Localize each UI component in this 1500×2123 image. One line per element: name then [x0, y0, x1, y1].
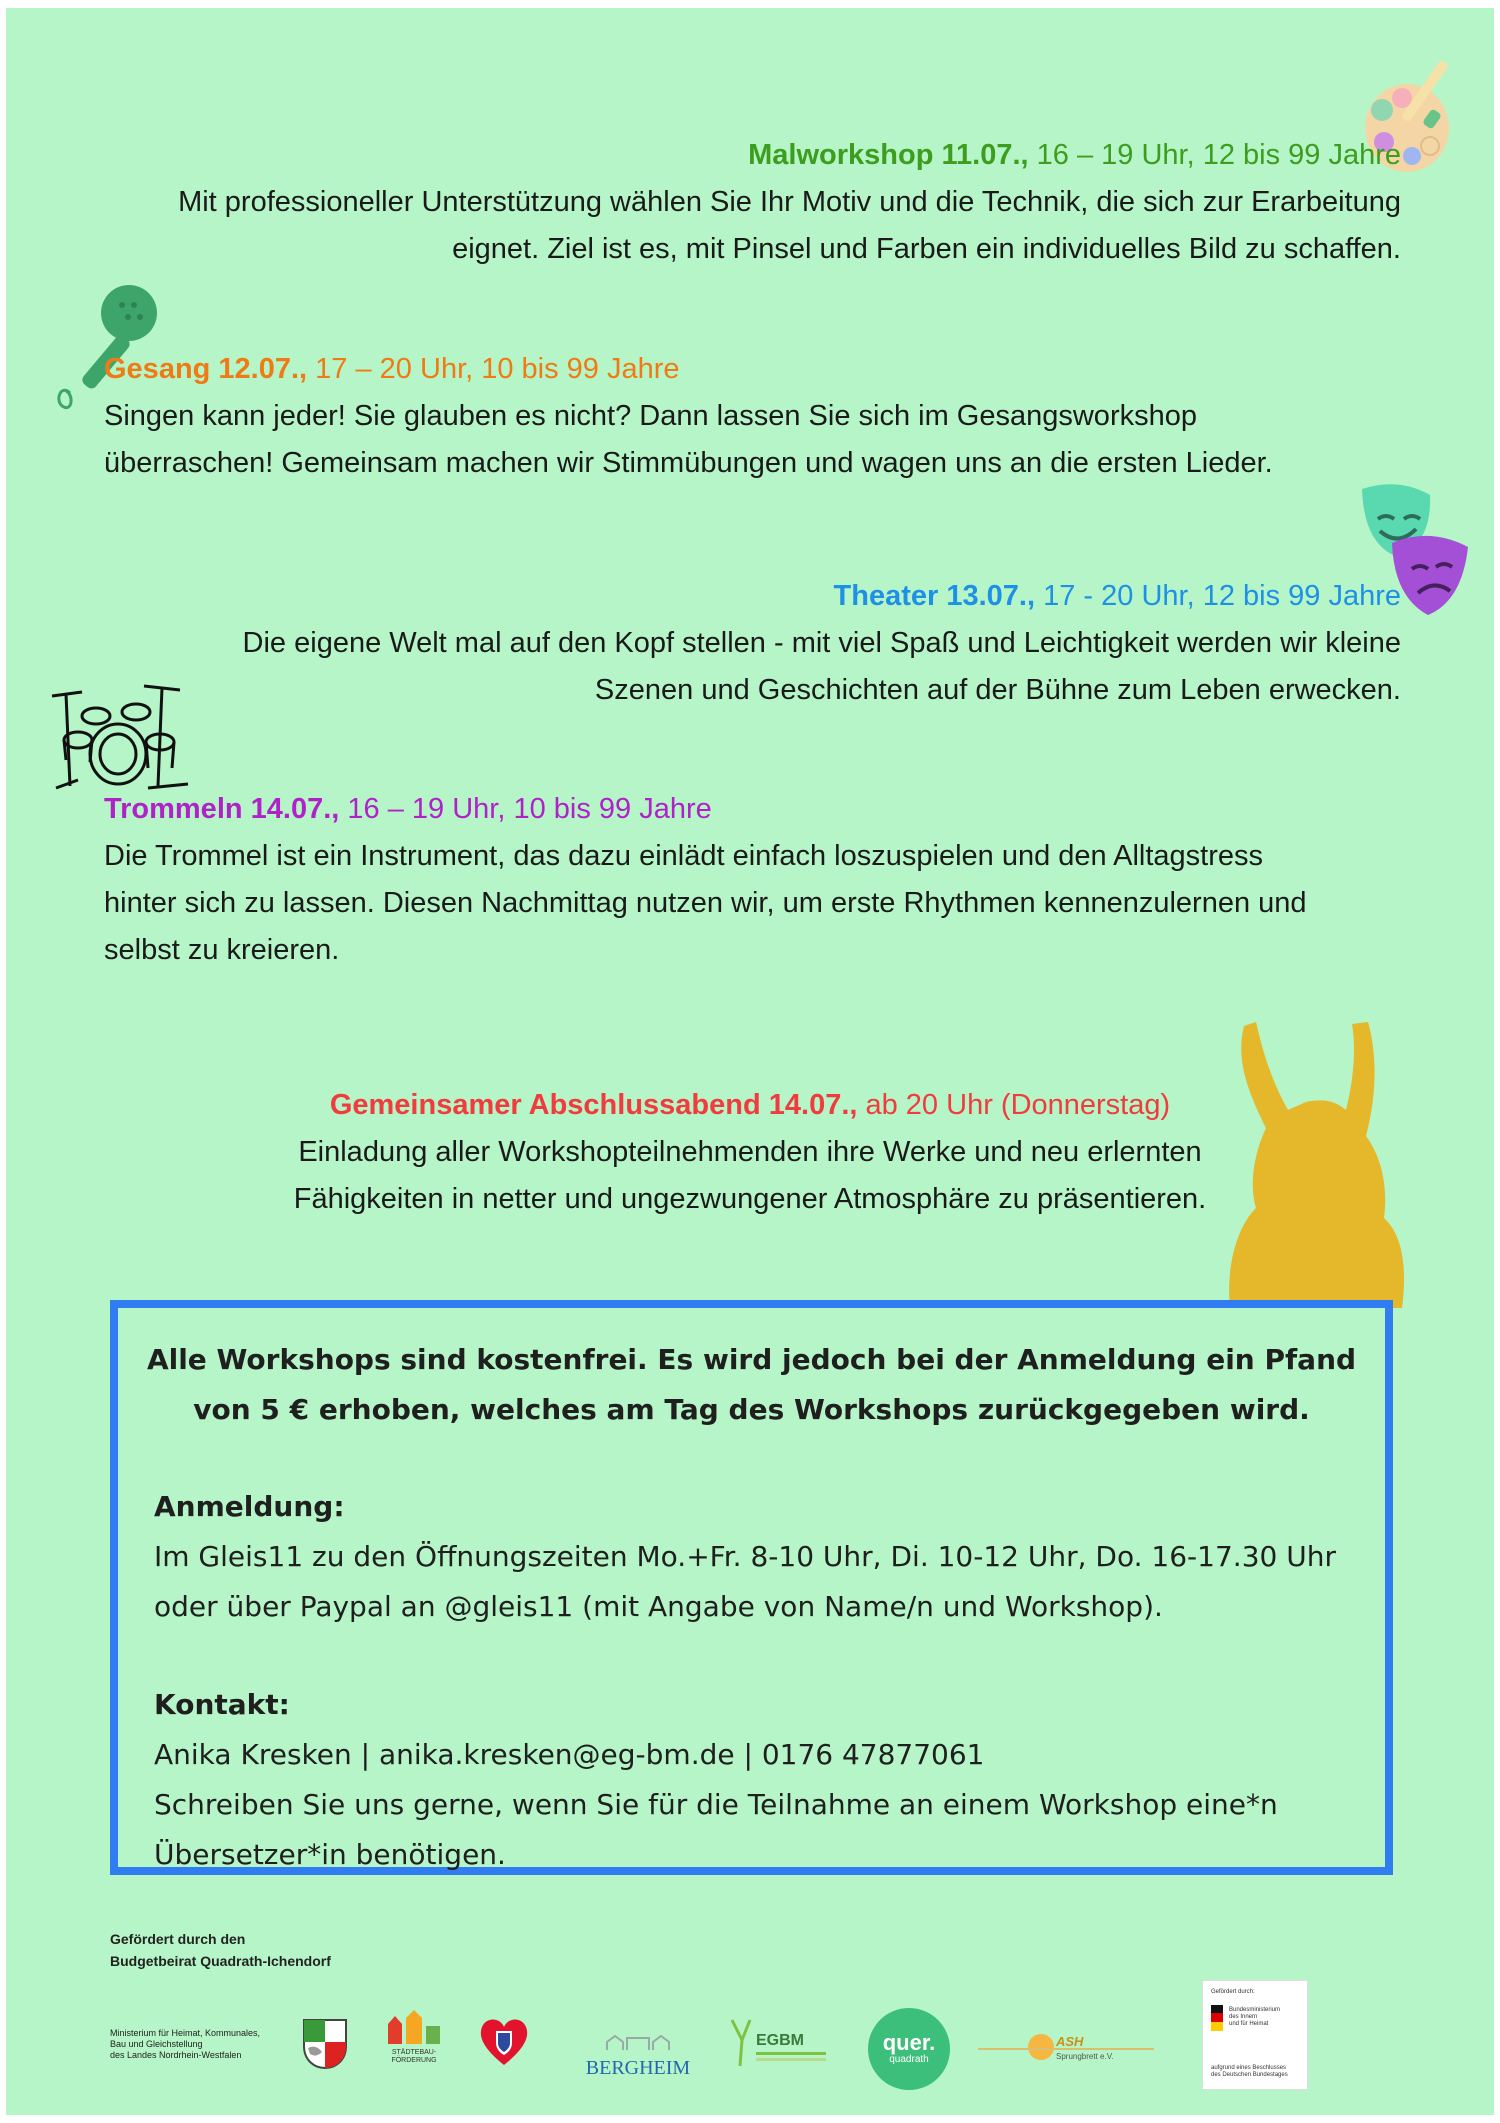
malworkshop-info: 16 – 19 Uhr, 12 bis 99 Jahre — [1028, 139, 1401, 171]
gesang-title: Gesang 12.07., — [104, 353, 308, 385]
abschlussabend-info: ab 20 Uhr (Donnerstag) — [857, 1089, 1171, 1121]
footer: Gefördert durch den Budgetbeirat Quadrath-Ichendorf Ministerium für Heimat, Kommunales, Bau und Gleichstellung des Landes Nordrhein-Westfalen STÄDTEBAU- FÖRDERUNG BERGHEIM EGBM quer. quadrath ASH Sprungbrett e.V. Gefördert durch: Bundesministerium des Innern und für Heimat aufgrund eines Beschlusses des Deutschen Bundestages — [6, 1908, 1494, 2108]
trommeln-title: Trommeln 14.07., — [104, 793, 340, 825]
malworkshop-text-line: eignet. Ziel ist es, mit Pinsel und Farben ein individuelles Bild zu schaffen. — [452, 233, 1401, 265]
ministry-nrw-text: Ministerium für Heimat, Kommunales, Bau und Gleichstellung des Landes Nordrhein-Westfalen — [110, 2028, 261, 2060]
kontakt-heading: Kontakt: — [154, 1688, 290, 1721]
nrw-coat-of-arms-logo — [302, 2018, 348, 2070]
drum-kit-icon — [48, 676, 198, 796]
bergheim-logo: BERGHEIM — [574, 2032, 702, 2079]
gesang-section — [104, 346, 1404, 487]
abschlussabend-text-line: Einladung aller Workshopteilnehmenden ihre Werke und neu erlernten — [298, 1136, 1202, 1168]
malworkshop-section — [66, 132, 1401, 273]
trommeln-section — [104, 786, 1404, 974]
anmeldung-heading: Anmeldung: — [154, 1490, 345, 1523]
anmeldung-text-line: Im Gleis11 zu den Öffnungszeiten Mo.+Fr. 8-10 Uhr, Di. 10-12 Uhr, Do. 16-17.30 Uhr — [154, 1540, 1336, 1573]
malworkshop-text-line: Mit professioneller Unterstützung wählen Sie Ihr Motiv und die Technik, die sich zur Erarbeitung — [178, 186, 1401, 218]
free-notice-line: von 5 € erhoben, welches am Tag des Workshops zurückgegeben wird. — [193, 1393, 1310, 1426]
kontakt-text-line: Schreiben Sie uns gerne, wenn Sie für die Teilnahme an einem Workshop eine*n — [154, 1788, 1278, 1821]
info-box — [110, 1300, 1393, 1875]
heart-logo — [476, 2013, 532, 2069]
kontakt-text-line: Anika Kresken | anika.kresken@eg-bm.de | 0176 47877061 — [154, 1738, 985, 1771]
flyer-page — [6, 8, 1494, 2115]
bmi-federal-ministry-logo: Gefördert durch: Bundesministerium des Innern und für Heimat aufgrund eines Beschlusses des Deutschen Bundestages — [1202, 1980, 1308, 2090]
gesang-text-line: Singen kann jeder! Sie glauben es nicht? Dann lassen Sie sich im Gesangsworkshop — [104, 400, 1197, 432]
abschlussabend-text-line: Fähigkeiten in netter und ungezwungener Atmosphäre zu präsentieren. — [293, 1183, 1207, 1215]
ash-sprungbrett-logo: ASH Sprungbrett e.V. — [978, 2034, 1158, 2070]
abschlussabend-section — [6, 1082, 1494, 1223]
gesang-text-line: überraschen! Gemeinsam machen wir Stimmübungen und wagen uns an die ersten Lieder. — [104, 447, 1273, 479]
gesang-info: 17 – 20 Uhr, 10 bis 99 Jahre — [307, 353, 680, 385]
anmeldung-text-line: oder über Paypal an @gleis11 (mit Angabe von Name/n und Workshop). — [154, 1590, 1163, 1623]
free-notice-line: Alle Workshops sind kostenfrei. Es wird jedoch bei der Anmeldung ein Pfand — [146, 1343, 1357, 1376]
trommeln-text-line: Die Trommel ist ein Instrument, das dazu einlädt einfach loszuspielen und den Alltagstress — [104, 840, 1264, 872]
kontakt-text-line: Übersetzer*in benötigen. — [154, 1838, 506, 1871]
theater-info: 17 - 20 Uhr, 12 bis 99 Jahre — [1035, 580, 1401, 612]
trommeln-text-line: selbst zu kreieren. — [104, 934, 340, 966]
abschlussabend-title: Gemeinsamer Abschlussabend 14.07., — [329, 1089, 858, 1121]
theater-text-line: Die eigene Welt mal auf den Kopf stellen - mit viel Spaß und Leichtigkeit werden wir kleine — [242, 627, 1401, 659]
funded-by-text: Gefördert durch den Budgetbeirat Quadrath-Ichendorf — [110, 1931, 331, 1969]
trommeln-text-line: hinter sich zu lassen. Diesen Nachmittag nutzen wir, um erste Rhythmen kennenzulernen und — [104, 887, 1307, 919]
malworkshop-title: Malworkshop 11.07., — [748, 139, 1029, 171]
trommeln-info: 16 – 19 Uhr, 10 bis 99 Jahre — [339, 793, 712, 825]
quer-quadrath-logo: quer. quadrath — [868, 2008, 950, 2090]
theater-section — [66, 573, 1401, 714]
theater-text-line: Szenen und Geschichten auf der Bühne zum Leben erwecken. — [594, 674, 1401, 706]
staedtebaufoerderung-logo: STÄDTEBAU- FÖRDERUNG — [384, 2008, 444, 2065]
theater-title: Theater 13.07., — [833, 580, 1036, 612]
